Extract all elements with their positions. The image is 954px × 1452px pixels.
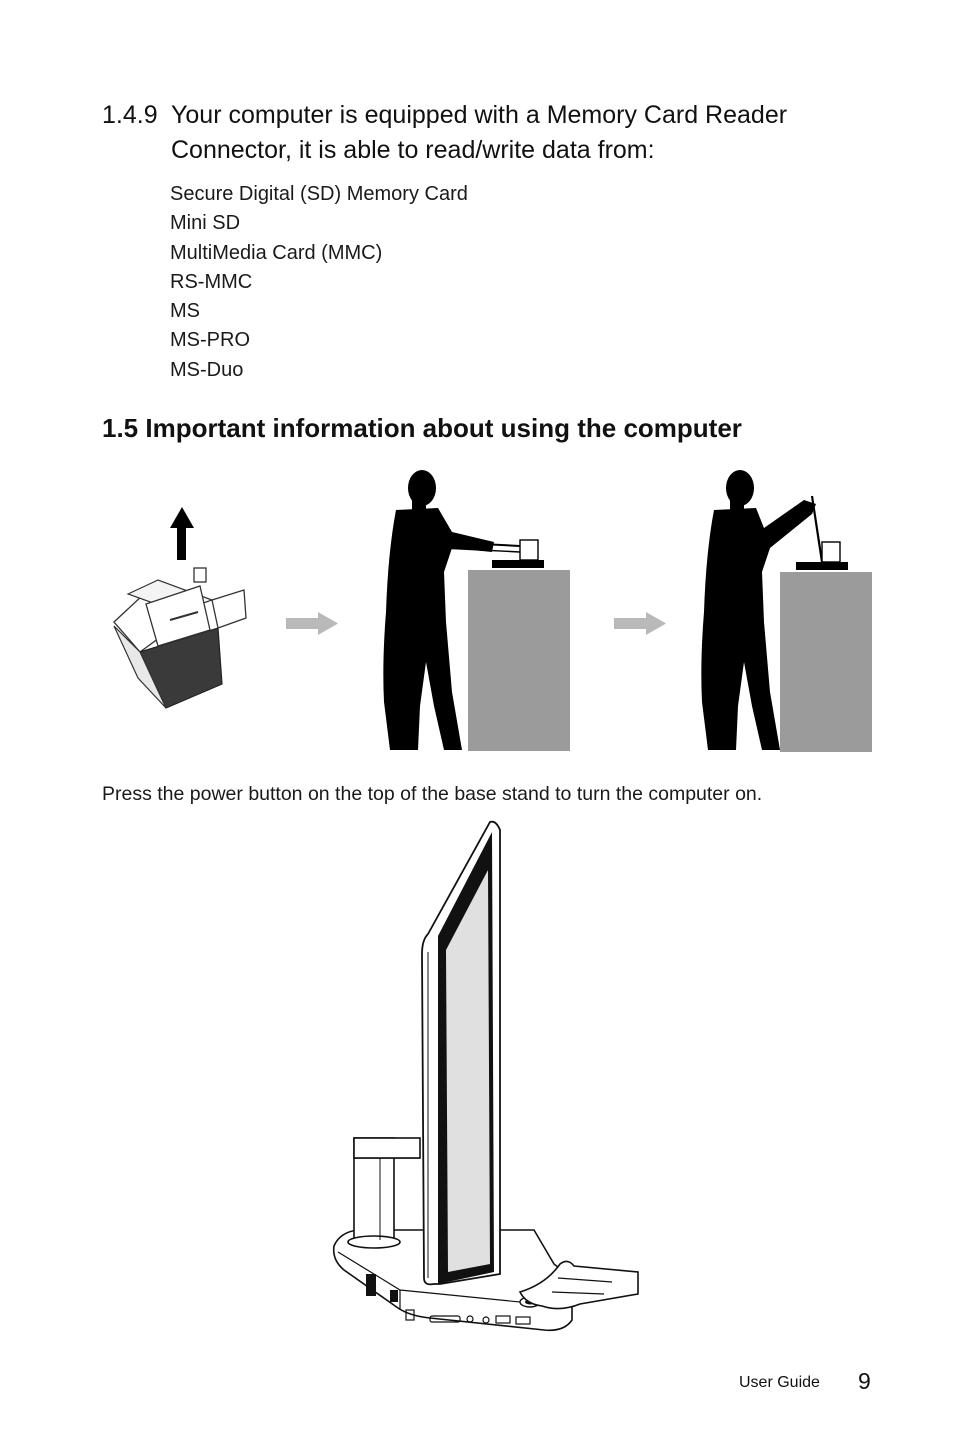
unpacking-illustration	[100, 462, 880, 762]
power-on-instruction: Press the power button on the top of the base stand to turn the computer on.	[102, 783, 763, 805]
memory-card-list	[170, 180, 882, 385]
footer-label: User Guide	[739, 1374, 820, 1391]
up-arrow-icon	[170, 507, 194, 560]
pedestal	[780, 572, 872, 752]
section-heading: 1.5 Important information about using the computer	[102, 413, 742, 443]
right-arrow-icon	[286, 612, 338, 635]
list-item: Mini SD	[170, 212, 241, 235]
list-item: MultiMedia Card (MMC)	[170, 241, 383, 264]
list-item: RS-MMC	[170, 270, 253, 293]
list-item: MS-PRO	[170, 329, 250, 352]
section-1-4-9	[102, 98, 882, 385]
monitor	[422, 822, 500, 1285]
list-item: MS	[170, 300, 200, 323]
right-arrow-icon	[614, 612, 666, 635]
page-number: 9	[858, 1368, 871, 1394]
list-item: MS-Duo	[170, 358, 244, 381]
open-box-icon	[114, 568, 246, 708]
section-title: Your computer is equipped with a Memory Card Reader Connector, it is able to read/write data from:	[171, 101, 788, 164]
pedestal	[468, 570, 570, 751]
list-item: Secure Digital (SD) Memory Card	[170, 183, 468, 205]
section-number: 1.4.9	[102, 101, 158, 129]
computer-power-button-illustration	[320, 812, 650, 1342]
